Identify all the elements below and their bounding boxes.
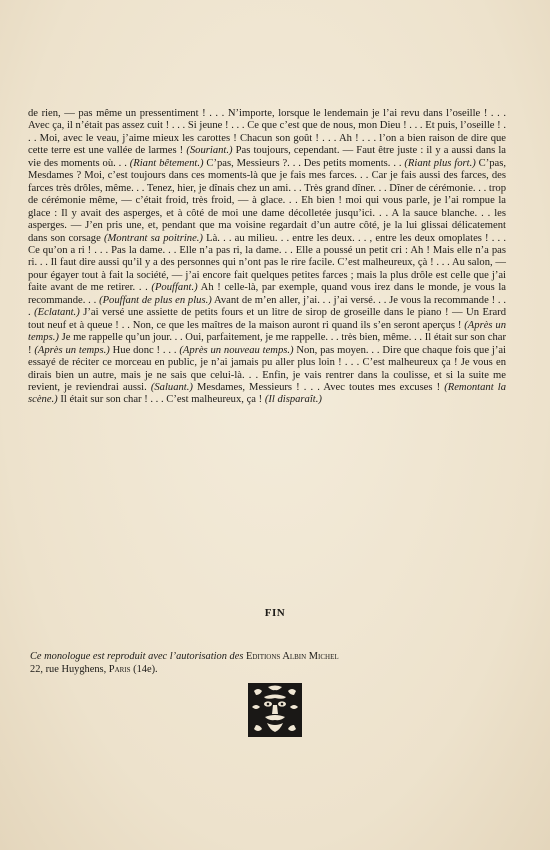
stage-direction: (Il disparaît.) [264, 394, 322, 406]
dialogue-text: de rien, — pas même un pressentiment ! . . . N’importe, lorsque le lendemain je l’ai revu dans l’oseille ! . . . Avec ça, il n’était pas assez cuit ! . . . Si jeune ! . . . Ce que c’est que de nous, mon Dieu ! . . . Et puis, l’oseille ! . . . Moi, avec le veau, j’aime mieux les carottes ! Chacun son goût ! . . . Ah ! . . . l’on a bien raison de dire que cette terre est une vallée de larmes ! [28, 108, 506, 157]
stage-direction: (Riant bêtement.) [129, 157, 204, 169]
stage-direction: (Saluant.) [150, 381, 193, 393]
stage-direction: (Riant plus fort.) [404, 157, 476, 169]
stage-direction: (Pouffant de plus en plus.) [99, 294, 212, 306]
dialogue-text: C’pas, Mesdames ? Moi, c’est toujours dans ces moments-là que je fais mes farces. . . Car je fais aussi des farces, des farces très drôles, même. . . Tenez, hier, je dînais chez un ami. . . Très grand dîner. . . Dîner de cérémonie. . . trop de cérémonie même, — c’était froid, très froid, — à glace. . . Eh bien ! moi qui vous parle, je l’ai rompue la glace : Il y avait des asperges, et à côté de moi une dame décolletée jusqu’ici. . . A la sauce blanche. . . les asperges. — J’en pris une, et, pendant que ma voisine regardait d’un autre côté, je la lui glissai délicatement dans son corsage [28, 157, 507, 244]
dialogue-text: Là. . . au milieu. . . entre les deux. . . , entre les deux omoplates ! . . . Ce qu’on a ri ! . . . Pas la dame. . . Elle n’a pas ri, la dame. . . Elle a poussé un petit cri : Ah ! Mais elle n’a pas ri. . . Il faut dire aussi qu’il y a des personnes qui n’ont pas le rire facile. C’est malheureux, çà ! . . . Au salon, — pour égayer tout à fait la société, — j’ai encore fait quelques petites farces ; mais la plus drôle est celle que j’ai faite avant de me retirer. . . [28, 232, 506, 294]
dialogue-text: Ah ! celle-là, par exemple, quand vous irez dans le monde, je vous la recommande. . . [28, 282, 506, 306]
end-marker: FIN [264, 607, 286, 619]
reproduction-credit [30, 650, 520, 676]
address-street: 22, rue Huyghens, [30, 664, 109, 675]
address-city: Paris [108, 664, 131, 675]
dialogue-text: Avant de m’en aller, j’ai. . . j’ai versé. . . Je vous la recommande ! . . . [28, 294, 506, 319]
green-man-mask-icon [248, 683, 302, 737]
dialogue-text: Non, pas moyen. . . Dire que chaque fois que j’ai essayé de réciter ce morceau en public, je n’ai jamais pu aller plus loin ! . . . C’est malheureux ça ! Je vous en dirais bien un autre, mais je ne sais que celui-là. . . Enfin, je vais rentrer dans la coulisse, et si la suite me revient, je reviendrai aussi. [28, 344, 506, 393]
stage-direction: (Après un temps.) [28, 319, 506, 344]
dialogue-text: Mesdames, Messieurs ! . . . Avec toutes mes excuses ! [192, 381, 445, 393]
dialogue-text: C’pas, Messieurs ?. . . Des petits moments. . . [203, 157, 405, 169]
dialogue-text: J’ai versé une assiette de petits fours et un litre de sirop de groseille dans le piano ! — Un Erard tout neuf et à queue ! . . Non, ce que les maîtres de la maison auront ri quand ils s’en seront aperçus ! [28, 307, 506, 331]
dialogue-text: Il était sur son char ! . . . C’est malheureux, ça ! [57, 394, 265, 406]
stage-direction: (Souriant.) [186, 145, 233, 157]
stage-direction: (Remontant la scène.) [28, 381, 506, 406]
dialogue-text: Pas toujours, cependant. — Faut être juste : il y a aussi dans la vie des moments où. . . [28, 145, 507, 169]
stage-direction: (Montrant sa poitrine.) [103, 232, 203, 244]
credit-intro: Ce monologue est reproduit avec l’autorisation des [30, 651, 246, 662]
address-district: (14e). [130, 664, 158, 675]
monologue-text [28, 108, 506, 407]
publisher-name: Editions Albin Michel [245, 651, 339, 662]
dialogue-text: Je me rappelle qu’un jour. . . Oui, parfaitement, je me rappelle. . . très bien, même. . . Il était sur son char ! [28, 332, 506, 356]
stage-direction: (Après un nouveau temps.) [179, 344, 294, 356]
dialogue-text: Hue donc ! . . . [109, 344, 180, 356]
stage-direction: (Pouffant.) [151, 282, 198, 294]
stage-direction: (Après un temps.) [34, 344, 110, 356]
stage-direction: (Eclatant.) [34, 307, 80, 319]
